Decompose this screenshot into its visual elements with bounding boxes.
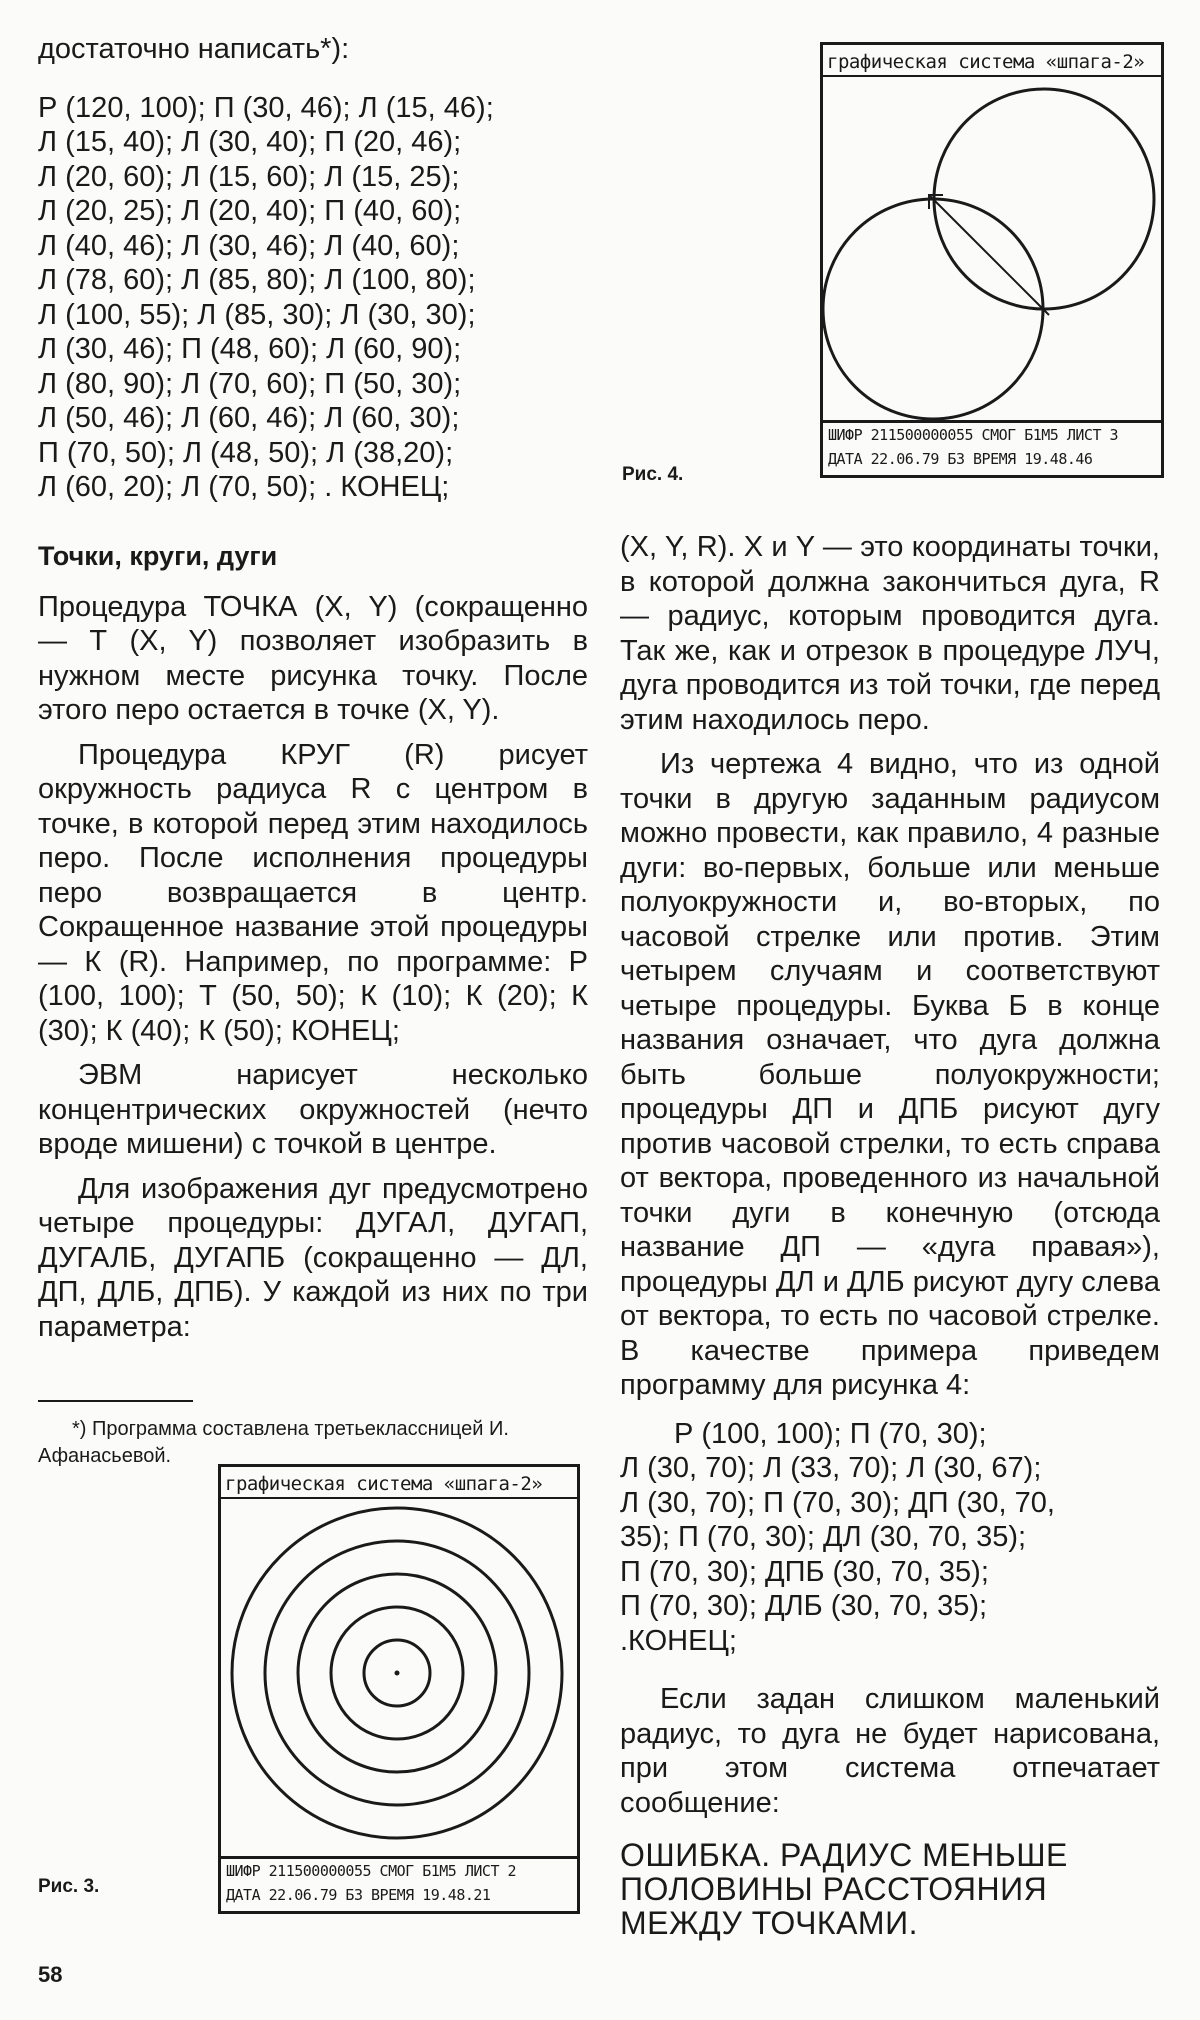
paragraph: Из чертежа 4 видно, что из одной точки в другую заданным радиусом можно провести, как правило, 4 разные дуги: во-первых, больше или меньше полуокружности и, во-вторых, по часовой стрелке или против. Этим четырем случаям и соответствуют четыре процедуры. Буква Б в конце названия означает, что дуга должна быть больше полуокружности; процедуры ДП и ДПБ рисуют дугу против часовой стрелки, то есть справа от вектора, проведенного из начальной точки дуги в конечную (отсюда название ДП — «дуга правая»), процедуры ДЛ и ДЛБ рисуют дугу слева от вектора, то есть по часовой стрелке. В качестве примера приведем программу для рисунка 4: bbox=[620, 748, 1160, 1401]
paragraph: Для изображения дуг предусмотрено четыре процедуры: ДУГАЛ, ДУГАП, ДУГАЛБ, ДУГАПБ (сокращенно — ДЛ, ДП, ДЛБ, ДПБ). У каждой из них по три параметра: bbox=[38, 1172, 588, 1343]
stamp-line: ШИФР 211500000055 СМОГ Б1М5 ЛИСТ 2 bbox=[226, 1862, 517, 1880]
stamp-line: ДАТА 22.06.79 Б3 ВРЕМЯ 19.48.46 bbox=[828, 450, 1093, 468]
figure-title: графическая система «шпага-2» bbox=[823, 45, 1161, 77]
paragraph: Процедура ТОЧКА (X, Y) (сокращенно — Т (X, Y) позволяет изобразить в нужном месте рисунка точку. После этого перо остается в точке (X, Y). bbox=[38, 590, 588, 726]
code-line: Л (20, 25); Л (20, 40); П (40, 60); bbox=[38, 195, 462, 227]
left-column bbox=[38, 32, 588, 1470]
right-column bbox=[620, 530, 1160, 1940]
code-line: Л (80, 90); Л (70, 60); П (50, 30); bbox=[38, 367, 462, 400]
paragraph: (X, Y, R). X и Y — это координаты точки, в которой должна закончиться дуга, R — радиус, которым проводится дуга. Так же, как и отрезок в процедуре ЛУЧ, дуга проводится из той точки, где перед этим находилось перо. bbox=[620, 531, 1160, 736]
code-line: 35); П (70, 30); ДЛ (30, 70, 35); bbox=[620, 1521, 1027, 1553]
code-line: Л (78, 60); Л (85, 80); Л (100, 80); bbox=[38, 264, 476, 296]
stamp-line: ШИФР 211500000055 СМОГ Б1М5 ЛИСТ 3 bbox=[828, 426, 1119, 444]
figure-4 bbox=[820, 42, 1164, 478]
footnote-divider bbox=[38, 1400, 193, 1402]
code-line: Р (100, 100); П (70, 30); bbox=[674, 1417, 987, 1450]
figure-title: графическая система «шпага-2» bbox=[221, 1467, 577, 1499]
section-heading: Точки, круги, дуги bbox=[38, 540, 278, 571]
code-line: Л (30, 70); П (70, 30); ДП (30, 70, bbox=[620, 1486, 1055, 1519]
error-message: ОШИБКА. РАДИУС МЕНЬШЕ ПОЛОВИНЫ РАССТОЯНИЯ МЕЖДУ ТОЧКАМИ. bbox=[620, 1837, 1068, 1941]
center-point bbox=[395, 1671, 400, 1676]
page-number: 58 bbox=[38, 1962, 63, 1987]
code-line: П (70, 30); ДПБ (30, 70, 35); bbox=[620, 1555, 989, 1588]
stamp-line: ДАТА 22.06.79 Б3 ВРЕМЯ 19.48.21 bbox=[226, 1886, 491, 1904]
paragraph: Если задан слишком маленький радиус, то дуга не будет нарисована, при этом система отпечатает сообщение: bbox=[620, 1683, 1160, 1819]
intro-text: достаточно написать*): bbox=[38, 33, 350, 65]
arc-circle-upper bbox=[934, 89, 1154, 309]
figure-3 bbox=[218, 1464, 580, 1914]
program-listing-1 bbox=[38, 91, 588, 505]
figure-stamp bbox=[221, 1856, 577, 1911]
code-line: .КОНЕЦ; bbox=[620, 1624, 737, 1657]
code-line: Л (15, 40); Л (30, 40); П (20, 46); bbox=[38, 126, 462, 158]
code-line: Р (120, 100); П (30, 46); Л (15, 46); bbox=[38, 91, 494, 124]
code-line: Л (20, 60); Л (15, 60); Л (15, 25); bbox=[38, 160, 460, 193]
code-line: П (70, 50); Л (48, 50); Л (38,20); bbox=[38, 436, 454, 469]
code-line: Л (60, 20); Л (70, 50); . КОНЕЦ; bbox=[38, 471, 450, 503]
figure-stamp bbox=[823, 420, 1161, 475]
arc-circle-lower bbox=[823, 199, 1043, 419]
code-line: Л (30, 46); П (48, 60); Л (60, 90); bbox=[38, 333, 462, 365]
paragraph: Процедура КРУГ (R) рисует окружность радиуса R с центром в точке, в которой перед этим находилось перо. После исполнения процедуры перо возвращается в центр. Сокращенное название этой процедуры — К (R). Например, по программе: Р (100, 100); Т (50, 50); К (10); К (20); К (30); К (40); К (50); КОНЕЦ; bbox=[38, 738, 588, 1047]
code-line: Л (30, 70); Л (33, 70); Л (30, 67); bbox=[620, 1452, 1042, 1484]
code-line: П (70, 30); ДЛБ (30, 70, 35); bbox=[620, 1590, 988, 1622]
code-line: Л (100, 55); Л (85, 30); Л (30, 30); bbox=[38, 298, 476, 331]
paragraph: ЭВМ нарисует несколько концентрических окружностей (нечто вроде мишени) с точкой в центре. bbox=[38, 1059, 588, 1160]
program-listing-2 bbox=[620, 1417, 1160, 1659]
code-line: Л (40, 46); Л (30, 46); Л (40, 60); bbox=[38, 229, 460, 262]
code-line: Л (50, 46); Л (60, 46); Л (60, 30); bbox=[38, 402, 460, 434]
footnote: *) Программа составлена третьеклассницей И. Афанасьевой. bbox=[38, 1418, 509, 1467]
figure-3-caption: Рис. 3. bbox=[38, 1876, 100, 1897]
figure-4-caption: Рис. 4. bbox=[622, 464, 684, 485]
figure-4-drawing bbox=[823, 45, 1161, 475]
figure-3-drawing bbox=[221, 1467, 577, 1911]
